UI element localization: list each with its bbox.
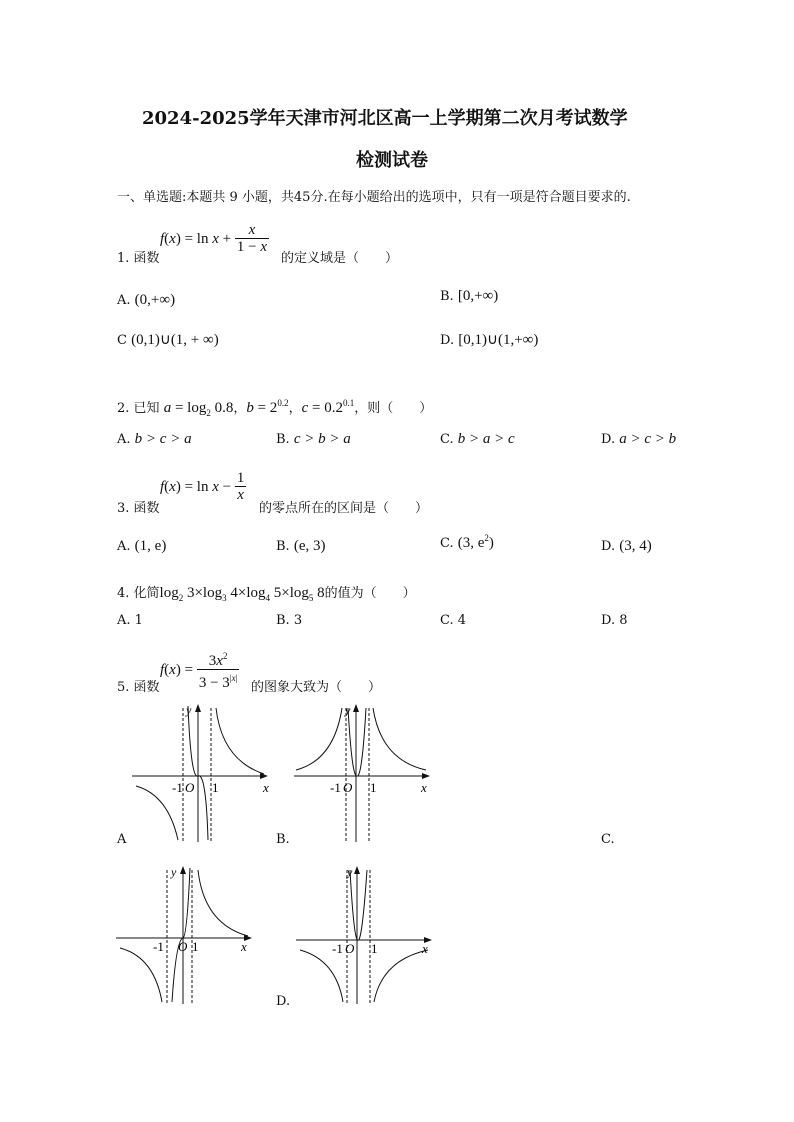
graph-option-c xyxy=(112,862,257,1007)
q1-option-c[interactable]: C (0,1)∪(1, + ∞) xyxy=(117,332,219,348)
graph-b-y-label: y xyxy=(345,703,351,717)
graph-b-origin: O xyxy=(343,780,353,795)
q4-option-b[interactable]: B. 3 xyxy=(276,613,303,628)
graph-d-origin: O xyxy=(345,941,355,956)
graph-b-neg1: -1 xyxy=(330,780,341,795)
q5-option-d[interactable]: D. xyxy=(276,994,291,1009)
q2-stem: 2. 已知 $a = \log_2 0.8$，$b = 2^{0.2}$，$c = 0.2^{0.1}$，则（ ） xyxy=(117,398,433,418)
q3-formula: f(x) = ln x − $\frac{1}{x}$ xyxy=(160,470,245,503)
graph-b-x-label: x xyxy=(421,780,427,795)
graph-c-origin: O xyxy=(178,939,188,954)
graph-c-pos1: 1 xyxy=(192,939,199,954)
q3-option-b[interactable]: B. (e, 3) xyxy=(276,538,326,554)
graph-option-b xyxy=(290,700,435,845)
q2-option-a[interactable]: A. b > c > a xyxy=(117,431,192,447)
q3-option-d[interactable]: D. (3, 4) xyxy=(601,538,652,554)
q4-option-d[interactable]: D. 8 xyxy=(601,613,628,628)
q1-formula: f(x) = ln x + $\frac{x}{1 - x}$ xyxy=(160,222,267,255)
graph-c-y-label: y xyxy=(171,865,177,879)
graph-a-y-label: y xyxy=(186,703,192,717)
q5-tail: 的图象大致为（ ） xyxy=(251,680,382,695)
q1-option-a[interactable]: A. (0,+∞) xyxy=(117,292,176,308)
section-heading: 一、单选题:本题共 9 小题，共45分.在每小题给出的选项中，只有一项是符合题目要求的. xyxy=(117,190,631,205)
graph-d-pos1: 1 xyxy=(371,941,378,956)
q3-option-a[interactable]: A. (1, e) xyxy=(117,538,167,554)
graph-option-a xyxy=(128,700,273,845)
q5-formula: f(x) = $\frac{3x^2}{3 - 3^{|x|}}$ xyxy=(160,648,239,691)
graph-d-neg1: -1 xyxy=(332,941,343,956)
q5-option-c[interactable]: C. xyxy=(601,832,615,847)
graph-c-neg1: -1 xyxy=(153,939,164,954)
q3-option-c[interactable]: C. (3, $e^2$) xyxy=(440,533,494,551)
q1-number: 1. 函数 xyxy=(117,251,160,266)
graph-option-d xyxy=(292,862,437,1007)
q5-number: 5. 函数 xyxy=(117,680,160,695)
q4-stem: 4. 化简$\log_2 3\times\log_3$ $4\times\log_4$ $5\times\log_5$ 8的值为（ ） xyxy=(117,585,416,603)
graph-a-origin: O xyxy=(185,780,195,795)
q3-number: 3. 函数 xyxy=(117,501,160,516)
graph-d-y-label: y xyxy=(347,865,353,879)
q2-option-d[interactable]: D. a > c > b xyxy=(601,431,677,447)
graph-a-pos1: 1 xyxy=(212,780,219,795)
graph-a-neg1: -1 xyxy=(172,780,183,795)
page-title-line1: 2024-2025学年天津市河北区高一上学期第二次月考试数学 xyxy=(142,108,628,129)
graph-b-pos1: 1 xyxy=(370,780,377,795)
q2-option-b[interactable]: B. c > b > a xyxy=(276,431,351,447)
page-title-line2: 检测试卷 xyxy=(356,150,428,171)
q2-option-c[interactable]: C. b > a > c xyxy=(440,431,515,447)
q5-option-b[interactable]: B. xyxy=(276,832,290,847)
q1-option-b[interactable]: B. [0,+∞) xyxy=(440,288,499,304)
q5-option-a[interactable]: A xyxy=(117,832,127,847)
graph-c-x-label: x xyxy=(241,939,247,954)
q1-tail: 的定义域是（ ） xyxy=(281,251,399,266)
q3-tail: 的零点所在的区间是（ ） xyxy=(259,501,429,516)
graph-d-x-label: x xyxy=(422,941,428,956)
q4-option-c[interactable]: C. 4 xyxy=(440,613,467,628)
graph-a-x-label: x xyxy=(263,780,269,795)
q4-option-a[interactable]: A. 1 xyxy=(117,613,143,628)
q1-option-d[interactable]: D. [0,1)∪(1,+∞) xyxy=(440,332,539,348)
